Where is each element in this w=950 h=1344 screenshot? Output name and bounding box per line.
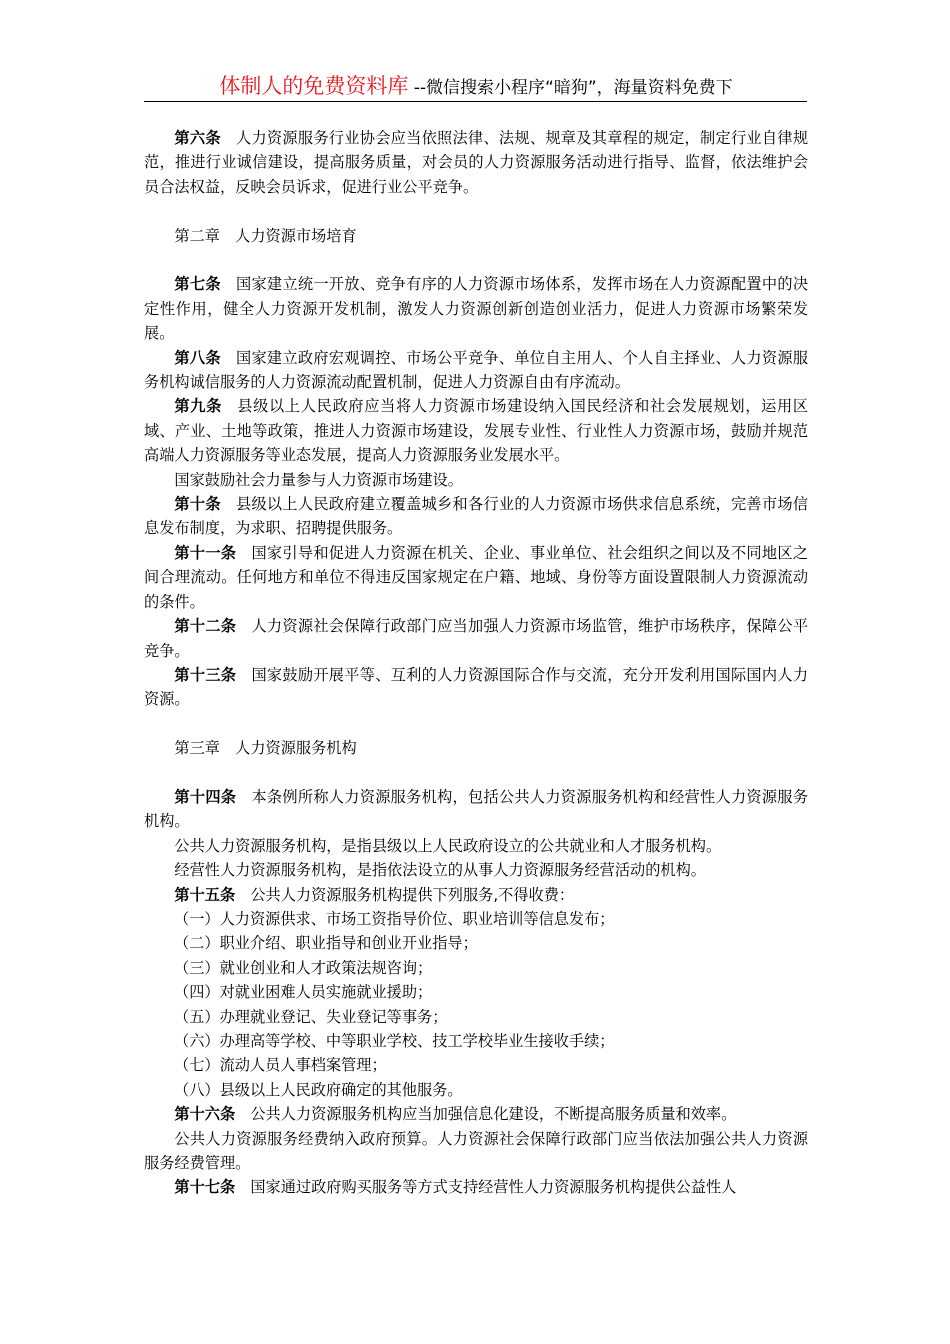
article-label: 第十五条 (174, 885, 236, 904)
list-item: （一）人力资源供求、市场工资指导价位、职业培训等信息发布； (174, 909, 615, 928)
list-item: （二）职业介绍、职业指导和创业开业指导； (174, 934, 478, 953)
article-paragraph (144, 614, 808, 663)
article-paragraph (144, 126, 808, 199)
article-paragraph (144, 346, 808, 395)
article-text: 国家建立统一开放、竞争有序的人力资源市场体系，发挥市场在人力资源配置中的决定性作用，健全人力资源开发机制，激发人力资源创新创造创业活力，促进人力资源市场繁荣发展。 (144, 275, 809, 343)
paragraph: 公共人力资源服务机构，是指县级以上人民政府设立的公共就业和人才服务机构。 (174, 836, 722, 855)
article-paragraph (144, 1102, 808, 1126)
list-item: （六）办理高等学校、中等职业学校、技工学校毕业生接收手续； (174, 1031, 615, 1050)
article-paragraph (144, 663, 808, 712)
article-label: 第七条 (174, 275, 221, 294)
document-body (144, 126, 808, 1200)
header-brand: 体制人的免费资料库 (219, 74, 409, 98)
article-label: 第十六条 (174, 1105, 236, 1124)
article-text: 国家引导和促进人力资源在机关、企业、事业单位、社会组织之间以及不同地区之间合理流动。任何地方和单位不得违反国家规定在户籍、地域、身份等方面设置限制人力资源流动的条件。 (144, 543, 809, 611)
article-label: 第十一条 (174, 543, 237, 562)
article-paragraph (144, 883, 808, 907)
article-text: 本条例所称人力资源服务机构，包括公共人力资源服务机构和经营性人力资源服务机构。 (144, 787, 809, 831)
article-text: 国家鼓励开展平等、互利的人力资源国际合作与交流，充分开发利用国际国内人力资源。 (144, 665, 809, 709)
article-label: 第九条 (174, 397, 223, 416)
blank-line (144, 712, 808, 736)
article-label: 第八条 (174, 348, 221, 367)
article-paragraph (144, 541, 808, 614)
chapter-heading: 第三章 人力资源服务机构 (174, 739, 357, 758)
article-label: 第十三条 (174, 665, 237, 684)
header-rule (144, 101, 807, 102)
article-text: 县级以上人民政府建立覆盖城乡和各行业的人力资源市场供求信息系统，完善市场信息发布制度，为求职、招聘提供服务。 (144, 495, 809, 538)
list-item: （七）流动人员人事档案管理； (174, 1056, 387, 1075)
header-tagline: --微信搜索小程序“暗狗”，海量资料免费下 (408, 78, 733, 98)
list-item: （三）就业创业和人才政策法规咨询； (174, 958, 433, 977)
paragraph: 经营性人力资源服务机构，是指依法设立的从事人力资源服务经营活动的机构。 (174, 861, 706, 880)
article-label: 第十二条 (174, 617, 237, 636)
blank-line (144, 248, 808, 272)
blank-line (144, 199, 808, 223)
article-text: 国家建立政府宏观调控、市场公平竞争、单位自主用人、个人自主择业、人力资源服务机构诚信服务的人力资源流动配置机制，促进人力资源自由有序流动。 (144, 348, 809, 392)
paragraph: 国家鼓励社会力量参与人力资源市场建设。 (174, 470, 463, 489)
article-text: 国家通过政府购买服务等方式支持经营性人力资源服务机构提供公益性人 (250, 1178, 737, 1197)
article-label: 第十条 (174, 495, 221, 514)
article-text: 县级以上人民政府应当将人力资源市场建设纳入国民经济和社会发展规划，运用区域、产业、土地等政策，推进人力资源市场建设，发展专业性、行业性人力资源市场，鼓励并规范高端人力资源服务等业态发展，提高人力资源服务业发展水平。 (144, 397, 809, 465)
article-text: 人力资源社会保障行政部门应当加强人力资源市场监管，维护市场秩序，保障公平竞争。 (144, 617, 809, 660)
article-paragraph (144, 785, 808, 834)
list-item: （五）办理就业登记、失业登记等事务； (174, 1007, 448, 1026)
article-paragraph (144, 394, 808, 467)
list-item: （八）县级以上人民政府确定的其他服务。 (174, 1080, 463, 1099)
paragraph: 公共人力资源服务经费纳入政府预算。人力资源社会保障行政部门应当依法加强公共人力资源服务经费管理。 (144, 1129, 808, 1172)
article-text: 公共人力资源服务机构提供下列服务,不得收费： (250, 885, 575, 904)
article-label: 第十七条 (174, 1178, 236, 1197)
article-text: 人力资源服务行业协会应当依照法律、法规、规章及其章程的规定，制定行业自律规范，推进行业诚信建设，提高服务质量，对会员的人力资源服务活动进行指导、监督，依法维护会员合法权益，反映会员诉求，促进行业公平竞争。 (144, 129, 809, 196)
list-item: （四）对就业困难人员实施就业援助； (174, 983, 433, 1002)
blank-line (144, 761, 808, 785)
chapter-heading: 第二章 人力资源市场培育 (174, 226, 357, 245)
article-paragraph (144, 272, 808, 345)
article-label: 第六条 (174, 129, 221, 147)
article-label: 第十四条 (174, 787, 237, 806)
article-text: 公共人力资源服务机构应当加强信息化建设，不断提高服务质量和效率。 (250, 1105, 737, 1124)
article-paragraph (144, 492, 808, 541)
page-header (145, 70, 807, 100)
article-paragraph (144, 1175, 808, 1199)
